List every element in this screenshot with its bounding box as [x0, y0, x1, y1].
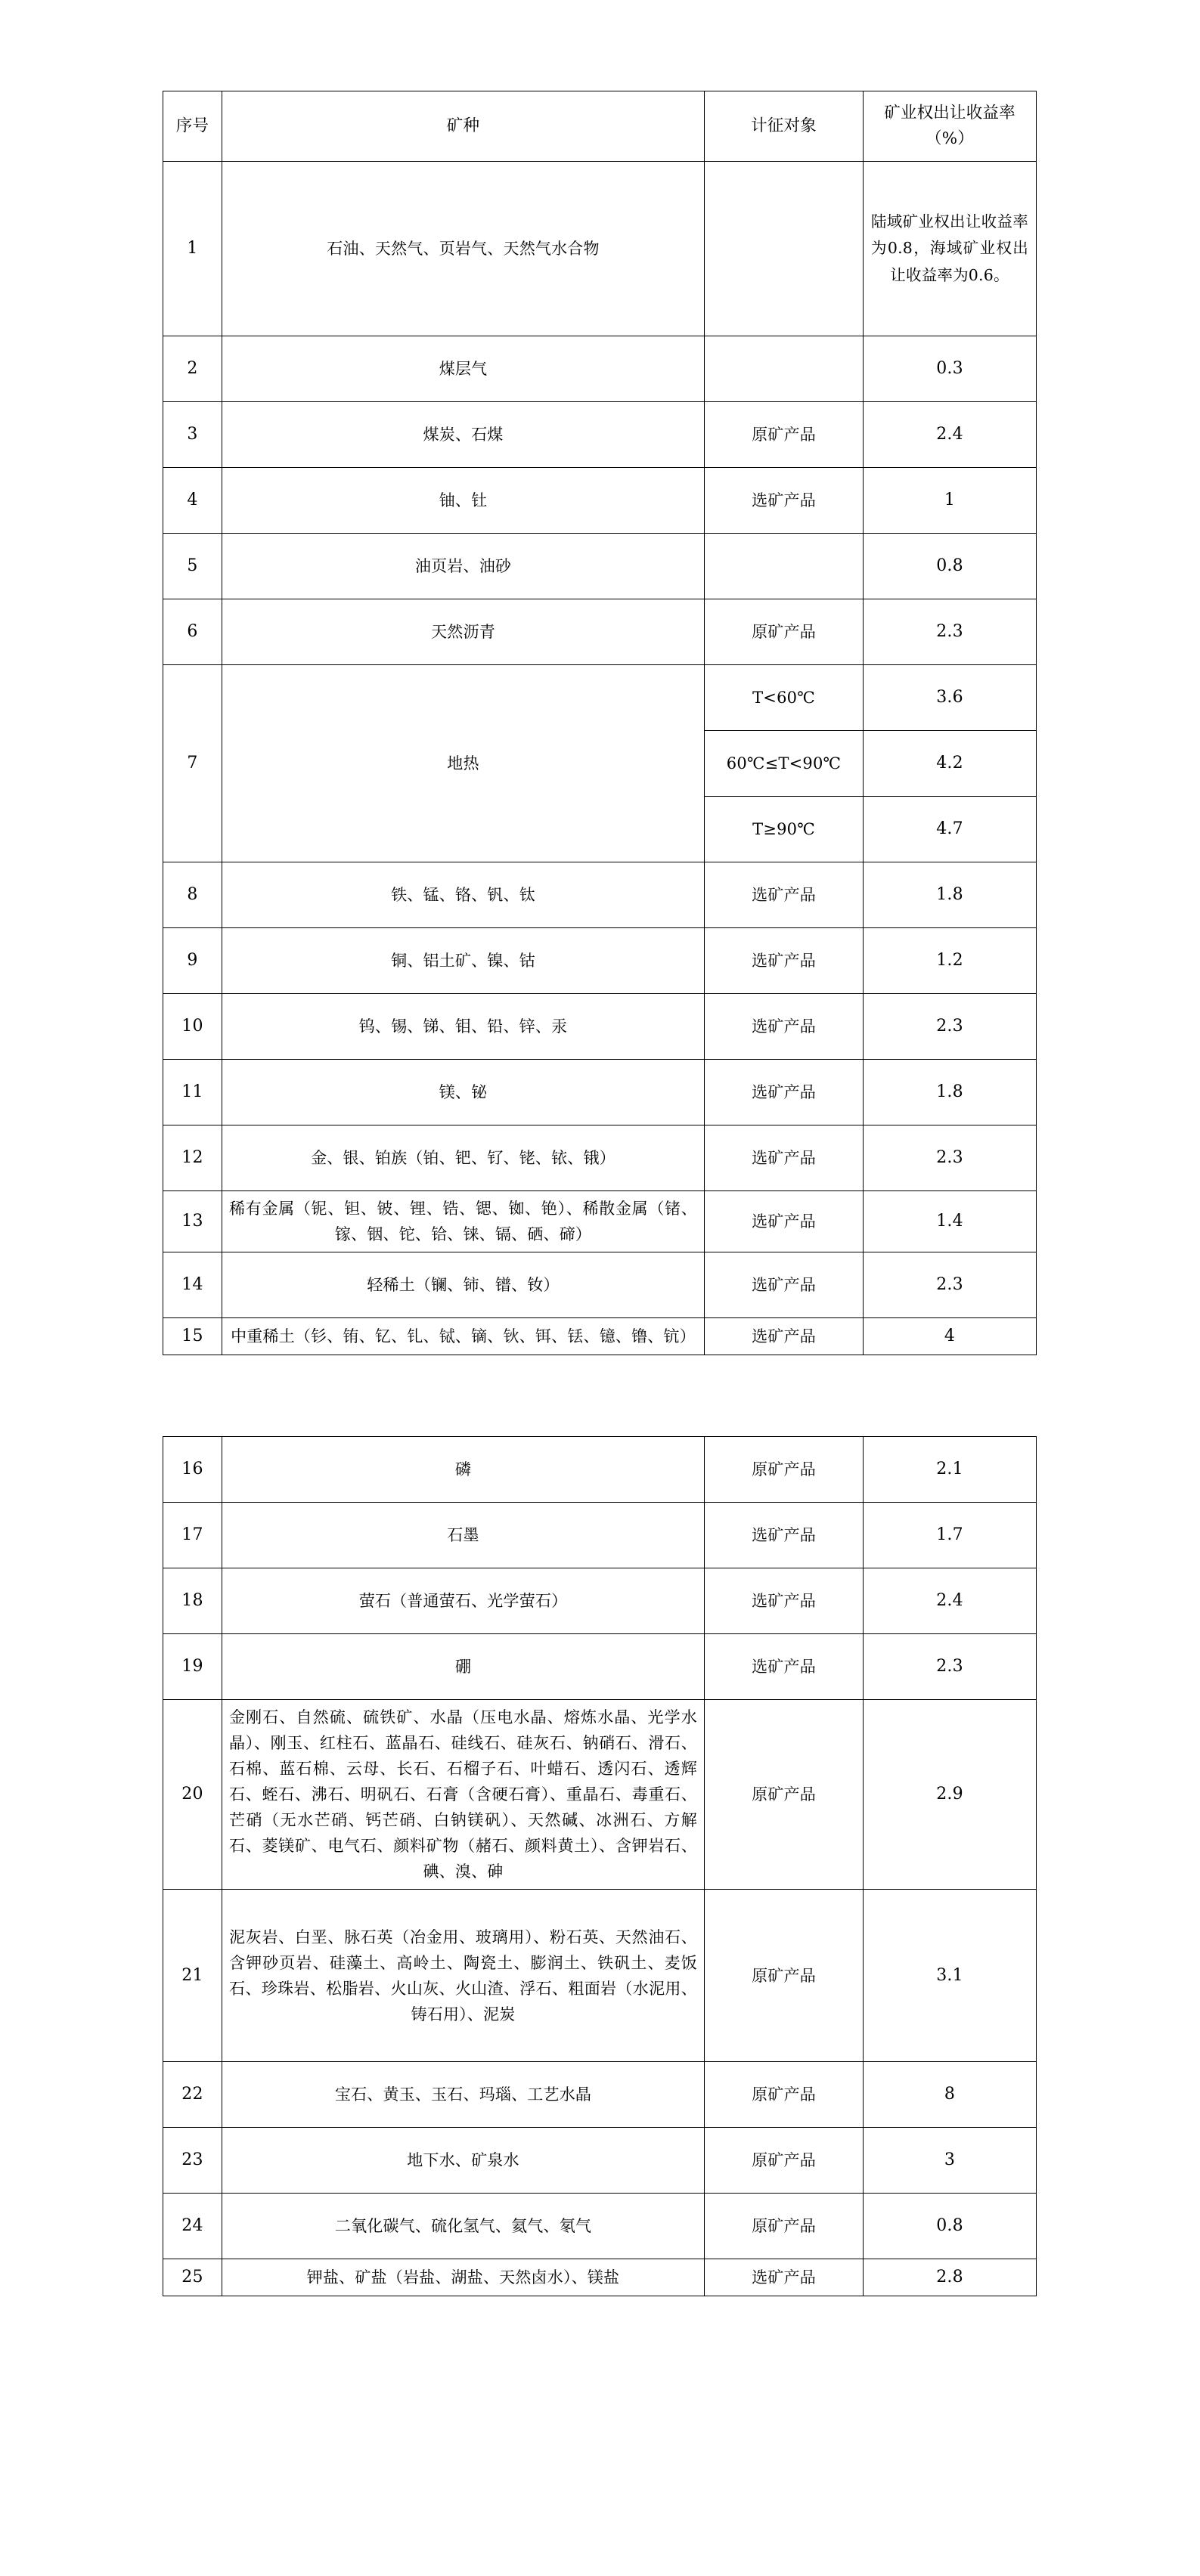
- cell-rate: 4: [864, 1318, 1037, 1355]
- cell-rate: 2.4: [864, 402, 1037, 468]
- mineral-rate-table-part-1: [163, 91, 1036, 1355]
- table-row: [163, 1437, 1037, 1503]
- table-row: [163, 2194, 1037, 2259]
- table-row: [163, 1125, 1037, 1191]
- cell-kind: 铁、锰、铬、钒、钛: [222, 862, 705, 928]
- cell-kind: 钨、锡、锑、钼、铅、锌、汞: [222, 994, 705, 1060]
- cell-rate: 0.3: [864, 336, 1037, 402]
- header-cell-no: 序号: [163, 91, 222, 162]
- cell-object: 原矿产品: [705, 402, 864, 468]
- cell-no: 13: [163, 1191, 222, 1252]
- cell-no: 20: [163, 1700, 222, 1890]
- cell-object: 原矿产品: [705, 1700, 864, 1890]
- cell-no: 4: [163, 468, 222, 534]
- cell-object: 原矿产品: [705, 2062, 864, 2128]
- table-row: [163, 1503, 1037, 1568]
- cell-kind: 镁、铋: [222, 1060, 705, 1125]
- cell-no: 6: [163, 599, 222, 665]
- cell-no: 2: [163, 336, 222, 402]
- table-row: [163, 1318, 1037, 1355]
- table-row: [163, 336, 1037, 402]
- cell-object: 选矿产品: [705, 1252, 864, 1318]
- cell-object: 选矿产品: [705, 1060, 864, 1125]
- cell-kind: 煤炭、石煤: [222, 402, 705, 468]
- header-cell-rate: 矿业权出让收益率（%）: [864, 91, 1037, 162]
- cell-kind: 硼: [222, 1634, 705, 1700]
- cell-rate: 1.8: [864, 1060, 1037, 1125]
- cell-rate: 8: [864, 2062, 1037, 2128]
- cell-object: 原矿产品: [705, 1437, 864, 1503]
- table-row: [163, 665, 1037, 731]
- mineral-rate-table-part-2: [163, 1436, 1036, 2296]
- cell-object: 选矿产品: [705, 1191, 864, 1252]
- cell-rate: 2.3: [864, 1252, 1037, 1318]
- cell-no: 18: [163, 1568, 222, 1634]
- cell-object: 选矿产品: [705, 928, 864, 994]
- cell-object: 选矿产品: [705, 1634, 864, 1700]
- cell-kind: 宝石、黄玉、玉石、玛瑙、工艺水晶: [222, 2062, 705, 2128]
- cell-object: [705, 336, 864, 402]
- table-row: [163, 162, 1037, 336]
- cell-no: 11: [163, 1060, 222, 1125]
- table-row: [163, 1060, 1037, 1125]
- cell-kind: 金刚石、自然硫、硫铁矿、水晶（压电水晶、熔炼水晶、光学水晶）、刚玉、红柱石、蓝晶石、硅线石、硅灰石、钠硝石、滑石、石棉、蓝石棉、云母、长石、石榴子石、叶蜡石、透闪石、透辉石、蛭石、沸石、明矾石、石膏（含硬石膏）、重晶石、毒重石、芒硝（无水芒硝、钙芒硝、白钠镁矾）、天然碱、冰洲石、方解石、菱镁矿、电气石、颜料矿物（赭石、颜料黄土）、含钾岩石、碘、溴、砷: [222, 1700, 705, 1890]
- cell-object: 选矿产品: [705, 1125, 864, 1191]
- cell-kind: 钾盐、矿盐（岩盐、湖盐、天然卤水）、镁盐: [222, 2259, 705, 2296]
- cell-rate: 2.4: [864, 1568, 1037, 1634]
- cell-rate: 1.4: [864, 1191, 1037, 1252]
- cell-object: 60℃≤T<90℃: [705, 731, 864, 797]
- cell-no: 12: [163, 1125, 222, 1191]
- cell-object: T<60℃: [705, 665, 864, 731]
- cell-rate: 2.3: [864, 994, 1037, 1060]
- cell-kind: 地热: [222, 665, 705, 862]
- mineral-rate-table: [163, 91, 1037, 1355]
- cell-rate: 2.1: [864, 1437, 1037, 1503]
- table-row: [163, 994, 1037, 1060]
- table-row: [163, 862, 1037, 928]
- cell-rate: 1.2: [864, 928, 1037, 994]
- cell-kind: 磷: [222, 1437, 705, 1503]
- cell-no: 1: [163, 162, 222, 336]
- cell-object: 选矿产品: [705, 1568, 864, 1634]
- cell-object: T≥90℃: [705, 797, 864, 862]
- cell-kind: 稀有金属（铌、钽、铍、锂、锆、锶、铷、铯）、稀散金属（锗、镓、铟、铊、铪、铼、镉、硒、碲）: [222, 1191, 705, 1252]
- cell-rate: 1.8: [864, 862, 1037, 928]
- cell-rate: 3.6: [864, 665, 1037, 731]
- cell-no: 3: [163, 402, 222, 468]
- cell-no: 10: [163, 994, 222, 1060]
- table-row: [163, 599, 1037, 665]
- cell-object: 原矿产品: [705, 2128, 864, 2194]
- header-cell-kind: 矿种: [222, 91, 705, 162]
- cell-no: 24: [163, 2194, 222, 2259]
- cell-kind: 中重稀土（钐、铕、钇、钆、铽、镝、钬、铒、铥、镱、镥、钪）: [222, 1318, 705, 1355]
- cell-no: 15: [163, 1318, 222, 1355]
- cell-kind: 石墨: [222, 1503, 705, 1568]
- table-row: [163, 1568, 1037, 1634]
- cell-object: [705, 534, 864, 599]
- cell-object: 原矿产品: [705, 2194, 864, 2259]
- cell-object: [705, 162, 864, 336]
- cell-rate: 陆域矿业权出让收益率为0.8，海域矿业权出让收益率为0.6。: [864, 162, 1037, 336]
- table-row: [163, 1634, 1037, 1700]
- table-row: [163, 1191, 1037, 1252]
- cell-no: 19: [163, 1634, 222, 1700]
- cell-kind: 萤石（普通萤石、光学萤石）: [222, 1568, 705, 1634]
- table-row: [163, 534, 1037, 599]
- table-row: [163, 928, 1037, 994]
- cell-no: 7: [163, 665, 222, 862]
- table-row: [163, 2128, 1037, 2194]
- cell-rate: 1: [864, 468, 1037, 534]
- cell-object: 选矿产品: [705, 2259, 864, 2296]
- cell-kind: 金、银、铂族（铂、钯、钌、铑、铱、锇）: [222, 1125, 705, 1191]
- cell-rate: 0.8: [864, 534, 1037, 599]
- cell-no: 23: [163, 2128, 222, 2194]
- mineral-rate-table-continued: [163, 1436, 1037, 2296]
- cell-rate: 4.2: [864, 731, 1037, 797]
- cell-object: 选矿产品: [705, 1503, 864, 1568]
- cell-kind: 铀、钍: [222, 468, 705, 534]
- cell-rate: 4.7: [864, 797, 1037, 862]
- table-row: [163, 2062, 1037, 2128]
- cell-no: 21: [163, 1890, 222, 2062]
- cell-object: 选矿产品: [705, 994, 864, 1060]
- table-header-row: [163, 91, 1037, 162]
- table-row: [163, 1252, 1037, 1318]
- cell-object: 原矿产品: [705, 599, 864, 665]
- cell-kind: 油页岩、油砂: [222, 534, 705, 599]
- cell-rate: 1.7: [864, 1503, 1037, 1568]
- cell-kind: 天然沥青: [222, 599, 705, 665]
- cell-no: 14: [163, 1252, 222, 1318]
- table-row: [163, 2259, 1037, 2296]
- cell-object: 选矿产品: [705, 862, 864, 928]
- cell-kind: 泥灰岩、白垩、脉石英（冶金用、玻璃用）、粉石英、天然油石、含钾砂页岩、硅藻土、高岭土、陶瓷土、膨润土、铁矾土、麦饭石、珍珠岩、松脂岩、火山灰、火山渣、浮石、粗面岩（水泥用、铸石用）、泥炭: [222, 1890, 705, 2062]
- header-cell-object: 计征对象: [705, 91, 864, 162]
- cell-kind: 铜、铝土矿、镍、钴: [222, 928, 705, 994]
- cell-kind: 煤层气: [222, 336, 705, 402]
- cell-rate: 2.8: [864, 2259, 1037, 2296]
- cell-rate: 2.3: [864, 1634, 1037, 1700]
- cell-rate: 2.3: [864, 1125, 1037, 1191]
- cell-rate: 3.1: [864, 1890, 1037, 2062]
- cell-kind: 石油、天然气、页岩气、天然气水合物: [222, 162, 705, 336]
- cell-object: 选矿产品: [705, 1318, 864, 1355]
- cell-object: 原矿产品: [705, 1890, 864, 2062]
- cell-no: 17: [163, 1503, 222, 1568]
- cell-kind: 轻稀土（镧、铈、镨、钕）: [222, 1252, 705, 1318]
- cell-no: 5: [163, 534, 222, 599]
- cell-no: 9: [163, 928, 222, 994]
- cell-object: 选矿产品: [705, 468, 864, 534]
- table-row: [163, 402, 1037, 468]
- table-row: [163, 1700, 1037, 1890]
- cell-kind: 二氧化碳气、硫化氢气、氦气、氡气: [222, 2194, 705, 2259]
- cell-rate: 3: [864, 2128, 1037, 2194]
- cell-rate: 0.8: [864, 2194, 1037, 2259]
- cell-rate: 2.9: [864, 1700, 1037, 1890]
- cell-rate: 2.3: [864, 599, 1037, 665]
- table-row: [163, 1890, 1037, 2062]
- cell-no: 22: [163, 2062, 222, 2128]
- table-row: [163, 468, 1037, 534]
- cell-no: 8: [163, 862, 222, 928]
- cell-no: 16: [163, 1437, 222, 1503]
- cell-no: 25: [163, 2259, 222, 2296]
- cell-kind: 地下水、矿泉水: [222, 2128, 705, 2194]
